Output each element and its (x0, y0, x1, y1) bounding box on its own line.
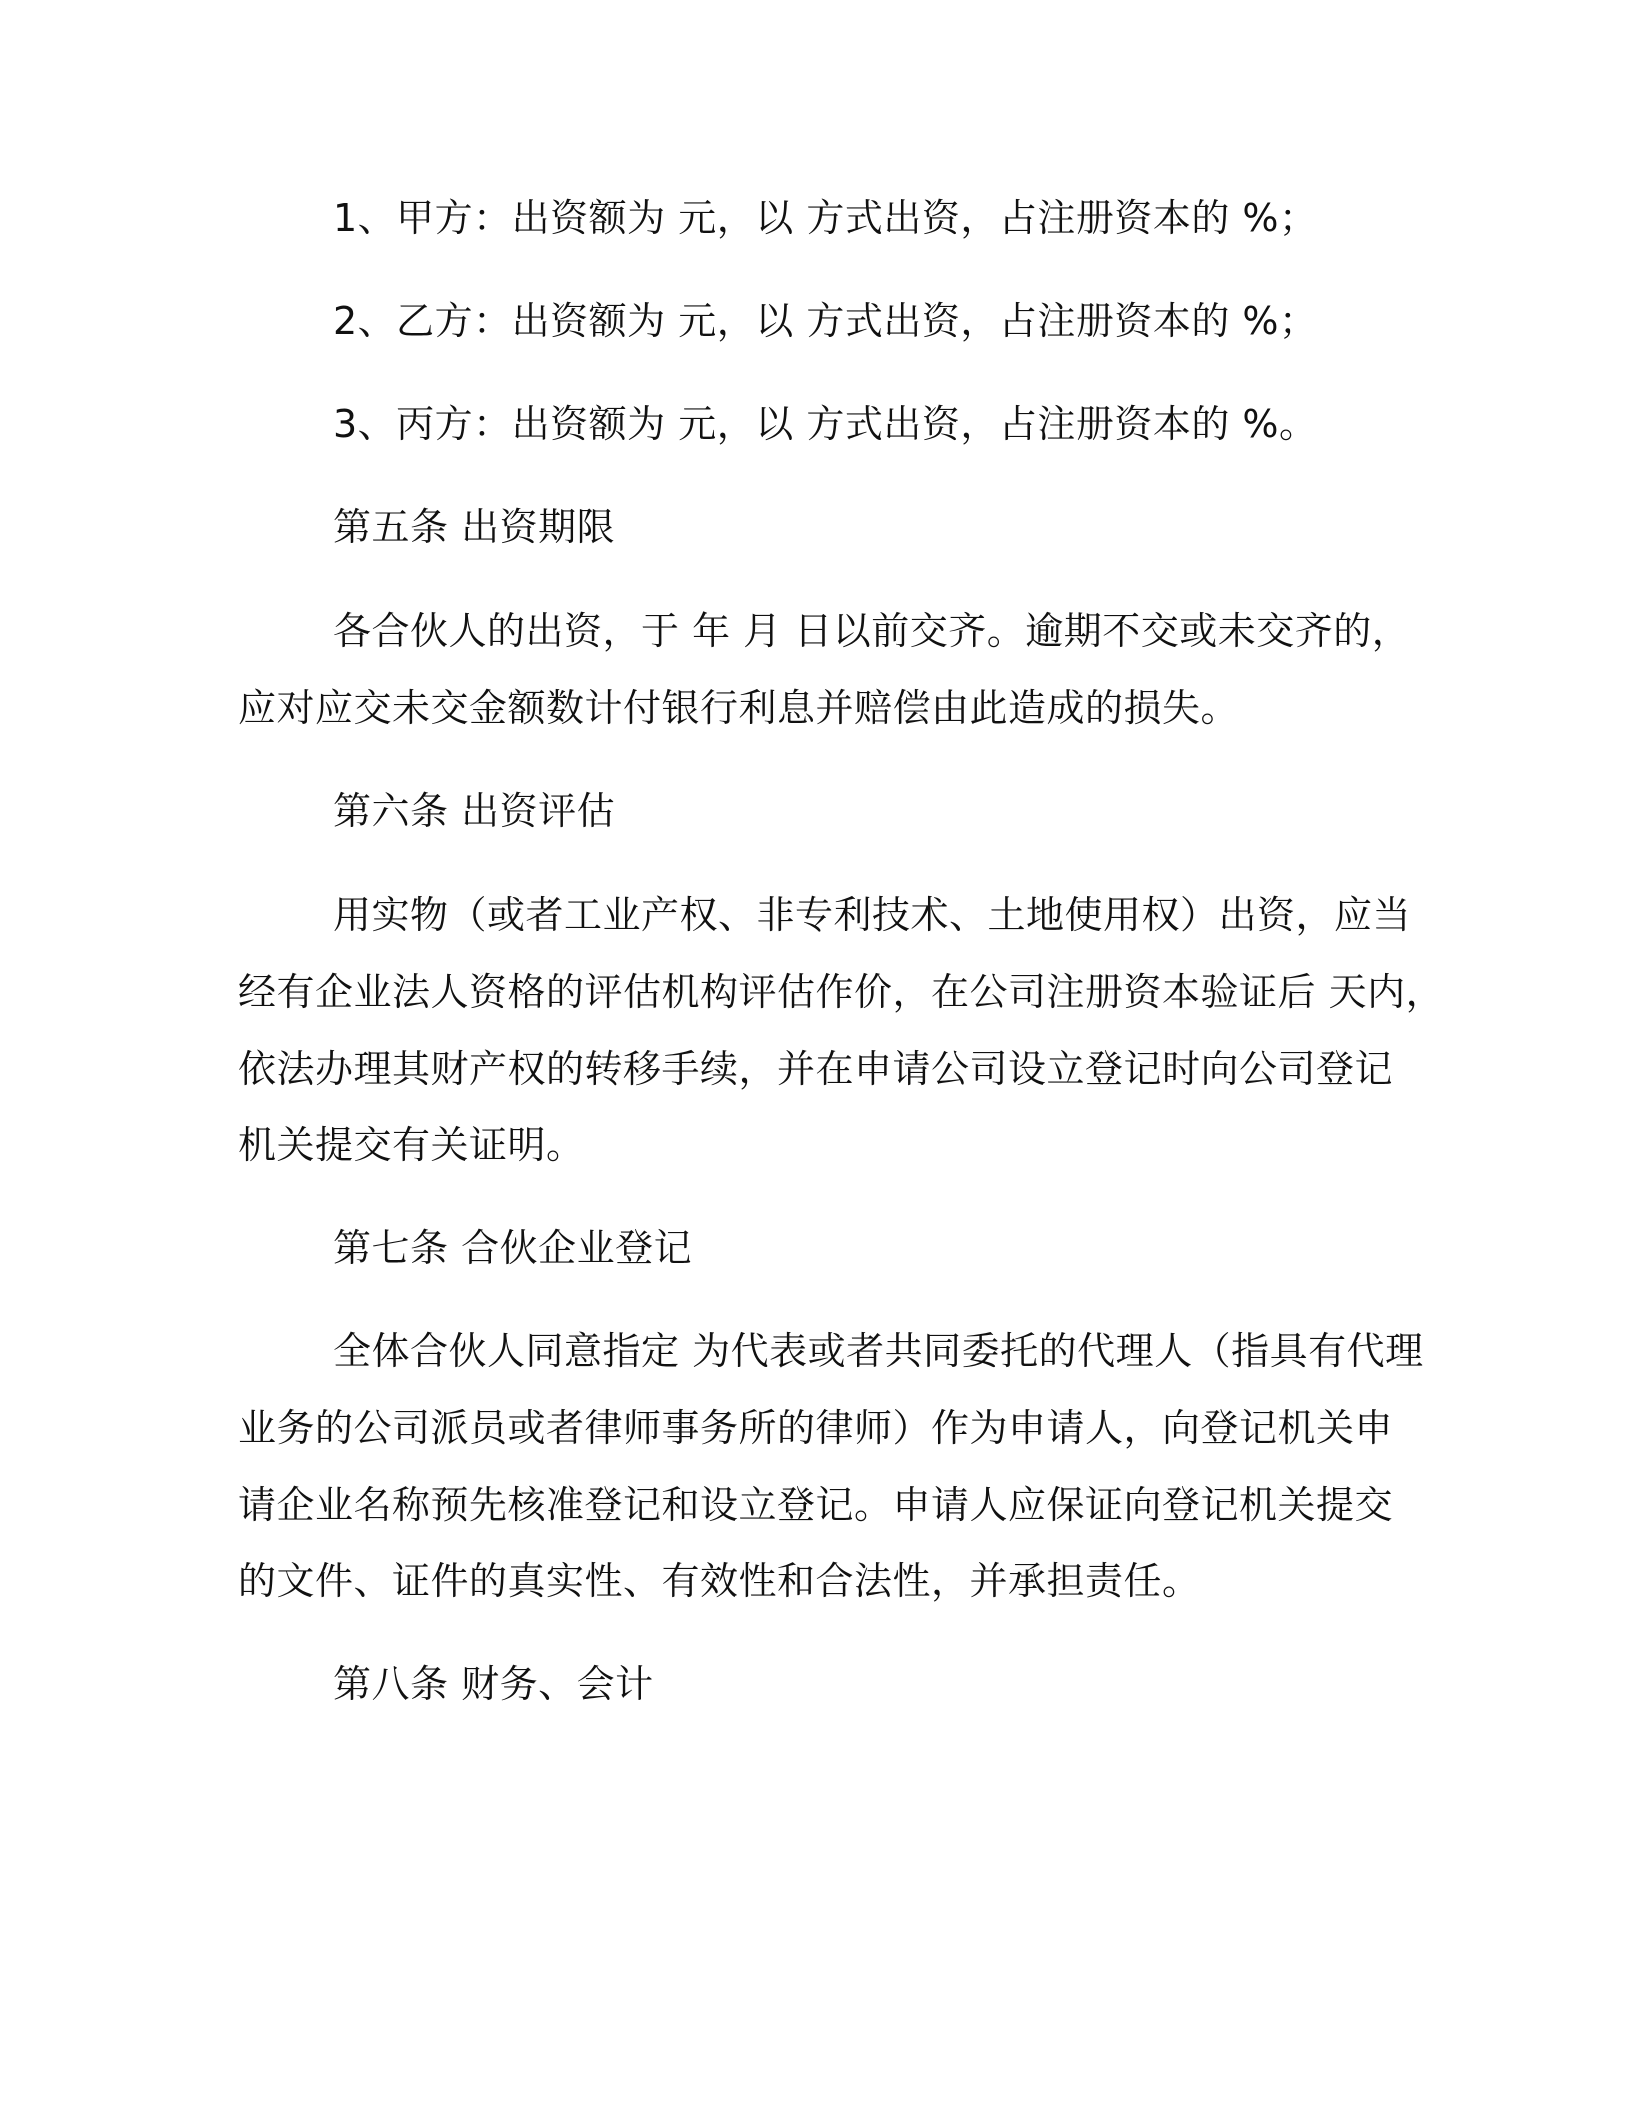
article-7-paragraph-line-2: 业务的公司派员或者律师事务所的律师）作为申请人，向登记机关申 (238, 1406, 1394, 1450)
article-6-heading: 第六条 出资评估 (333, 789, 616, 833)
article-6-paragraph-line-1: 用实物（或者工业产权、非专利技术、土地使用权）出资，应当 (333, 893, 1412, 937)
article-5-paragraph-line-1: 各合伙人的出资，于 年 月 日以前交齐。逾期不交或未交齐的， (333, 609, 1411, 653)
article-7-paragraph-line-4: 的文件、证件的真实性、有效性和合法性，并承担责任。 (238, 1559, 1201, 1603)
contribution-item-party-a: 1、甲方：出资额为 元，以 方式出资，占注册资本的 %； (333, 196, 1318, 240)
article-6-paragraph-line-2: 经有企业法人资格的评估机构评估作价，在公司注册资本验证后 天内， (238, 970, 1445, 1014)
article-5-paragraph-line-2: 应对应交未交金额数计付银行利息并赔偿由此造成的损失。 (238, 686, 1240, 730)
article-7-heading: 第七条 合伙企业登记 (333, 1226, 693, 1270)
article-7-paragraph-line-1: 全体合伙人同意指定 为代表或者共同委托的代理人（指具有代理 (333, 1329, 1424, 1373)
article-5-heading: 第五条 出资期限 (333, 505, 616, 549)
article-6-paragraph-line-3: 依法办理其财产权的转移手续，并在申请公司设立登记时向公司登记 (238, 1047, 1394, 1091)
article-8-heading: 第八条 财务、会计 (333, 1662, 654, 1706)
contribution-item-party-b: 2、乙方：出资额为 元，以 方式出资，占注册资本的 %； (333, 299, 1318, 343)
article-7-paragraph-line-3: 请企业名称预先核准登记和设立登记。申请人应保证向登记机关提交 (238, 1483, 1394, 1527)
article-6-paragraph-line-4: 机关提交有关证明。 (238, 1123, 585, 1167)
contribution-item-party-c: 3、丙方：出资额为 元，以 方式出资，占注册资本的 %。 (333, 402, 1318, 446)
